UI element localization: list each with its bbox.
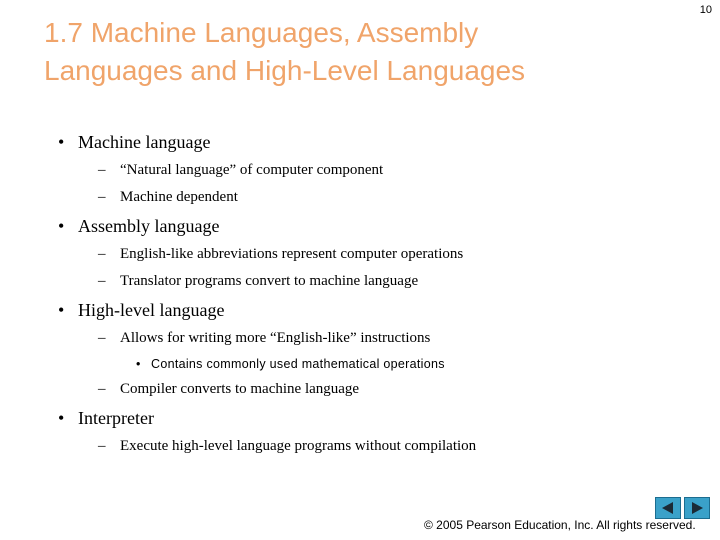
sub-bullet-item <box>98 189 238 206</box>
bullet-icon: • <box>58 216 65 236</box>
slide-title <box>44 14 664 90</box>
bullet-icon: • <box>58 300 65 320</box>
slide-title-line-1: 1.7 Machine Languages, Assembly <box>44 17 479 48</box>
dash-icon: – <box>98 162 106 178</box>
bullet-text: Assembly language <box>78 216 220 236</box>
sub-bullet-item <box>98 330 430 347</box>
sub-bullet-text: Allows for writing more “English-like” instructions <box>120 330 431 346</box>
dash-icon: – <box>98 438 106 454</box>
sub-sub-bullet-text: Contains commonly used mathematical operations <box>151 357 445 371</box>
slide-title-line-2: Languages and High-Level Languages <box>44 55 526 86</box>
sub-bullet-text: Execute high-level language programs without compilation <box>120 438 477 454</box>
sub-bullet-text: Translator programs convert to machine language <box>120 273 419 289</box>
sub-bullet-text: Machine dependent <box>120 189 238 205</box>
sub-bullet-item <box>98 162 383 179</box>
bullet-icon: • <box>58 408 65 428</box>
copyright-footer: © 2005 Pearson Education, Inc. All rights reserved. <box>424 518 696 532</box>
sub-bullet-text: English-like abbreviations represent computer operations <box>120 246 464 262</box>
dash-icon: – <box>98 330 106 346</box>
bullet-text: Machine language <box>78 132 211 152</box>
sub-bullet-text: Compiler converts to machine language <box>120 381 360 397</box>
bullet-icon: • <box>58 132 65 152</box>
dash-icon: – <box>98 246 106 262</box>
bullet-text: High-level language <box>78 300 225 320</box>
bullet-item <box>58 132 210 153</box>
bullet-item <box>58 408 154 429</box>
dash-icon: – <box>98 273 106 289</box>
bullet-item <box>58 300 224 321</box>
slide-navigation <box>655 497 710 519</box>
arrow-left-icon <box>660 501 676 515</box>
sub-bullet-item <box>98 381 359 398</box>
slide-number: 10 <box>699 4 712 16</box>
sub-bullet-item <box>98 246 463 263</box>
previous-slide-button[interactable] <box>655 497 681 519</box>
bullet-text: Interpreter <box>78 408 154 428</box>
bullet-item <box>58 216 219 237</box>
sub-bullet-item <box>98 273 418 290</box>
dash-icon: – <box>98 381 106 397</box>
bullet-icon: • <box>136 357 141 371</box>
next-slide-button[interactable] <box>684 497 710 519</box>
dash-icon: – <box>98 189 106 205</box>
arrow-right-icon <box>689 501 705 515</box>
sub-bullet-text: “Natural language” of computer component <box>120 162 384 178</box>
sub-sub-bullet-item <box>136 357 445 371</box>
sub-bullet-item <box>98 438 476 455</box>
